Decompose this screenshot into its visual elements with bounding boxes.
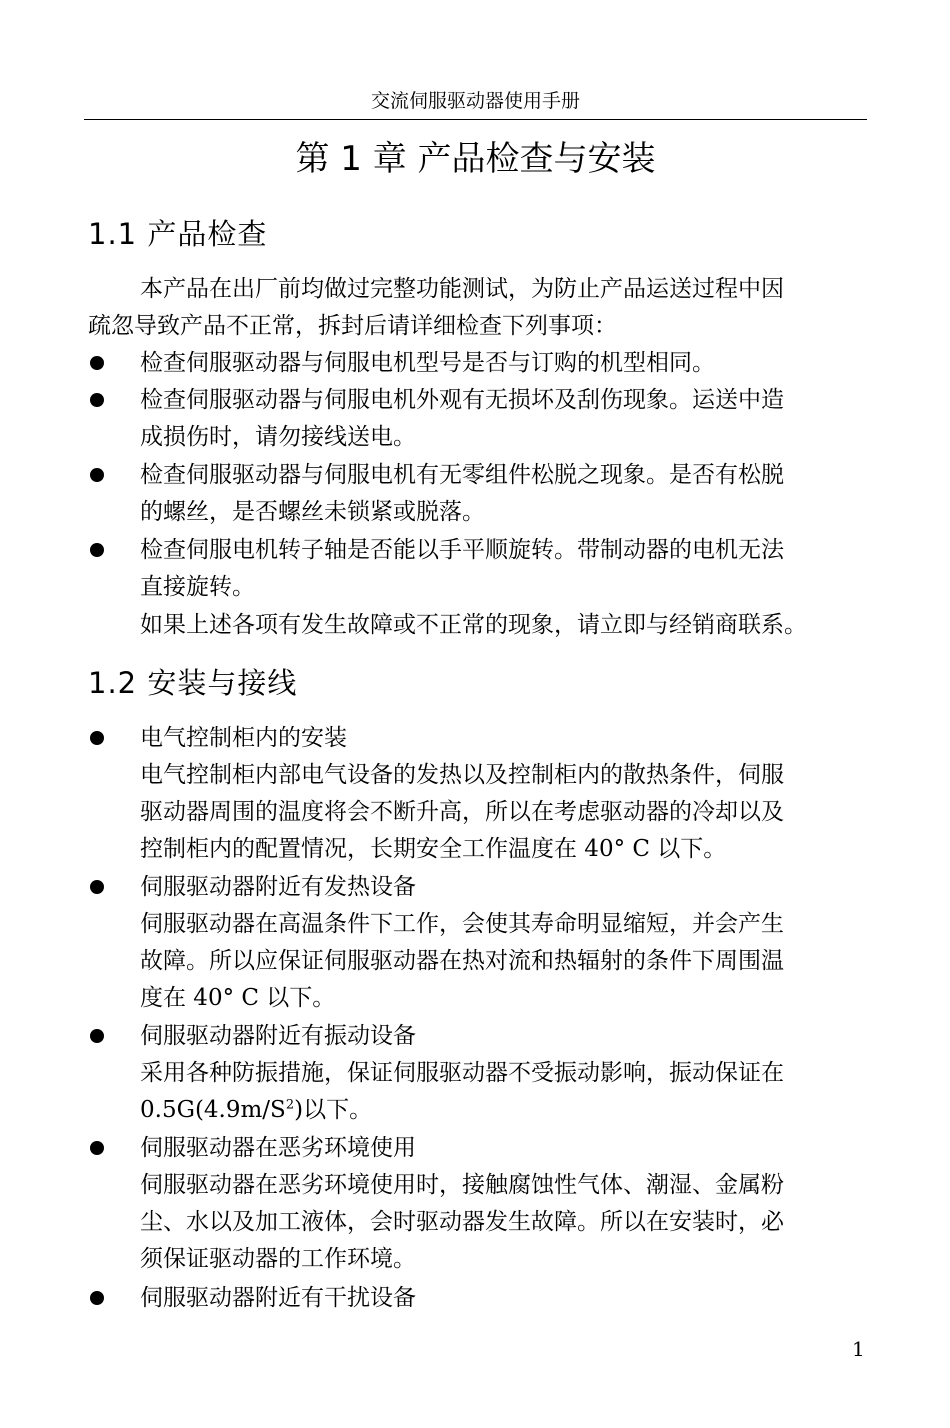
list-item-heading: 伺服驱动器附近有干扰设备 [140,1285,416,1311]
list-item-line: 驱动器周围的温度将会不断升高，所以在考虑驱动器的冷却以及 [140,799,784,825]
bullet-icon [88,1133,110,1163]
list-item-line: 伺服驱动器在高温条件下工作，会使其寿命明显缩短，并会产生 [140,911,784,937]
closing-line: 如果上述各项有发生故障或不正常的现象，请立即与经销商联系。 [140,612,807,638]
bullet-icon [88,385,110,415]
list-item-line: 度在 40° C 以下。 [140,985,336,1011]
running-header: 交流伺服驱动器使用手册 [370,90,580,112]
list-item-line: 检查伺服驱动器与伺服电机外观有无损坏及刮伤现象。运送中造 [140,387,784,413]
list-item-line: 控制柜内的配置情况，长期安全工作温度在 40° C 以下。 [140,836,727,862]
list-item-line: 故障。所以应保证伺服驱动器在热对流和热辐射的条件下周围温 [140,948,784,974]
spec-text: 0.5G(4.9m/S [140,1097,286,1123]
list-item-line: 的螺丝，是否螺丝未锁紧或脱落。 [140,499,485,525]
list-item-line: 采用各种防振措施，保证伺服驱动器不受振动影响，振动保证在 [140,1060,784,1086]
list-item-line: 检查伺服驱动器与伺服电机有无零组件松脱之现象。是否有松脱 [140,462,784,488]
list-item-heading: 伺服驱动器在恶劣环境使用 [140,1135,416,1161]
list-item-line: 直接旋转。 [140,574,255,600]
list-item-line: 检查伺服驱动器与伺服电机型号是否与订购的机型相同。 [140,350,715,376]
list-item-line [140,1095,372,1125]
bullet-icon [88,723,110,753]
header-rule [84,119,867,120]
bullet-icon [88,1021,110,1051]
list-item-line: 伺服驱动器在恶劣环境使用时，接触腐蚀性气体、潮湿、金属粉 [140,1172,784,1198]
section-title-1-1: 1.1 产品检查 [88,217,268,251]
list-item-line: 须保证驱动器的工作环境。 [140,1246,416,1272]
intro-line: 本产品在出厂前均做过完整功能测试，为防止产品运送过程中因 [140,276,784,302]
bullet-icon [88,1283,110,1313]
list-item-line: 成损伤时，请勿接线送电。 [140,424,416,450]
bullet-icon [88,872,110,902]
bullet-icon [88,460,110,490]
chapter-title: 第 1 章 产品检查与安装 [295,139,656,179]
bullet-icon [88,348,110,378]
list-item-line: 电气控制柜内部电气设备的发热以及控制柜内的散热条件，伺服 [140,762,784,788]
list-item-heading: 电气控制柜内的安装 [140,725,347,751]
list-item-heading: 伺服驱动器附近有发热设备 [140,874,416,900]
list-item-line: 检查伺服电机转子轴是否能以手平顺旋转。带制动器的电机无法 [140,537,784,563]
section-title-1-2: 1.2 安装与接线 [88,666,298,700]
list-item-line: 尘、水以及加工液体，会时驱动器发生故障。所以在安装时，必 [140,1209,784,1235]
page-number: 1 [852,1337,865,1361]
list-item-heading: 伺服驱动器附近有振动设备 [140,1023,416,1049]
superscript: 2 [285,1097,295,1113]
intro-line: 疏忽导致产品不正常，拆封后请详细检查下列事项： [88,313,617,339]
spec-text: )以下。 [294,1097,373,1123]
bullet-icon [88,535,110,565]
